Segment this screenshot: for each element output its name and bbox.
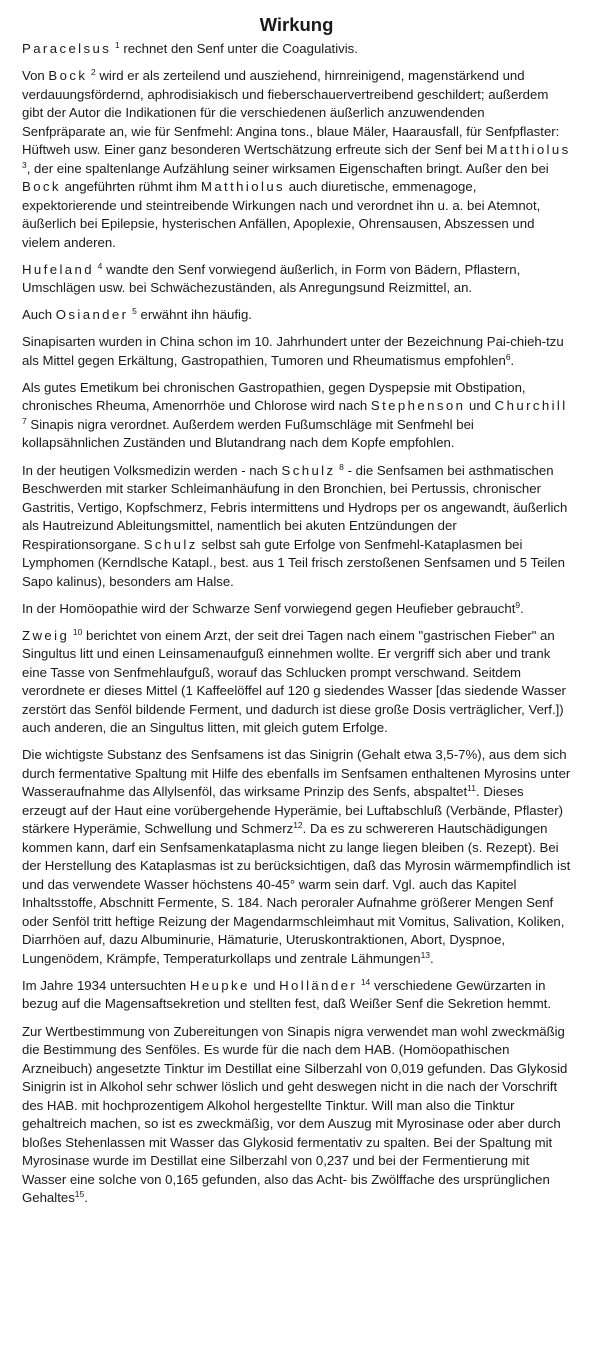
text-run: . Dieses erzeugt auf der Haut eine vorübergehende Hyperämie, bei Luftabschluß (Verbände, Pflaster) stärkere Hyperämie, Schwellung und Schmerz	[22, 784, 564, 837]
author-name: Bock	[22, 179, 61, 195]
paragraph	[22, 333, 571, 370]
footnote-ref: 9	[515, 599, 521, 610]
text-run: und	[465, 398, 495, 414]
footnote-ref: 3	[22, 159, 27, 170]
author-name: Matthiolus	[200, 179, 286, 195]
footnote-ref: 5	[132, 306, 137, 317]
footnote-ref: 1	[114, 40, 120, 50]
paragraph	[22, 1023, 571, 1208]
text-run: .	[430, 950, 434, 966]
author-name: Zweig	[22, 627, 70, 643]
paragraph	[22, 67, 571, 252]
author-name: Heupke	[189, 977, 250, 993]
author-name: Hufeland	[22, 261, 94, 277]
footnote-ref: 7	[22, 415, 27, 426]
text-run: erwähnt ihn häufig.	[136, 307, 252, 323]
text-run: und	[249, 977, 280, 993]
paragraph	[22, 977, 571, 1014]
author-name: Holländer	[279, 977, 358, 993]
paragraph	[22, 379, 571, 453]
text-run: berichtet von einem Arzt, der seit drei Tagen nach einem "gastrischen Fieber" an Singultus litt und einen Leinsamenaufguß einnehmen wollte. Er vergriff sich aber und trank eine Tasse von Senfmehlaufguß, worauf das Schlucken prompt verschwand. Seitdem verordnete er dieses Mittel (1 Kaffeelöffel auf 120 g siedendes Wasser [das siedende Wasser zerstört das Senföl bildende Ferment, und dadurch ist diese große Dosis verträglicher, Verf.]) auch anderen, die an Singultus litten, mit gleich gutem Erfolge.	[22, 627, 566, 736]
text-run: angeführten rühmt ihm	[60, 179, 201, 195]
author-name: Schulz	[281, 462, 336, 478]
text-run: .	[520, 600, 524, 616]
text-run: Im Jahre 1934 untersuchten	[22, 977, 190, 993]
text-run: .	[510, 352, 515, 368]
body-text	[22, 40, 571, 1208]
footnote-ref: 12	[293, 820, 303, 831]
footnote-ref: 10	[72, 626, 83, 637]
footnote-ref: 2	[91, 67, 96, 78]
footnote-ref: 6	[505, 351, 511, 362]
footnote-ref: 15	[74, 1189, 85, 1200]
text-run: . Da es zu schwereren Hautschädigungen kommen kann, darf ein Senfsamenkataplasma nicht zu lange liegen bleiben (s. Rezept). Bei der Herstellung des Kataplasmas ist zu berücksichtigen, daß das Myrosin wärmempfindlich ist und das verwendete Wasser höchstens 40-45° warm sein darf. Vgl. auch das Kapitel Inhaltsstoffe, Abschnitt Fermente, S. 184. Nach peroraler Aufnahme größerer Mengen Senf oder Senföl tritt heftige Reizung der Magendarmschleimhaut mit Vomitus, Salivation, Koliken, Diarrhöen auf, dazu Albuminurie, Hämaturie, Uteruskontraktionen, Abort, Dyspnoe, Lungenödem, Krämpfe, Temperaturkollaps und zentrale Lähmungen	[22, 821, 571, 966]
text-run: Sinapisarten wurden in China schon im 10. Jahrhundert unter der Bezeichnung Pai-chieh-tzu als Mittel gegen Erkältung, Gastropathien, Tumoren und Rheumatismus empfohlen	[22, 334, 564, 368]
footnote-ref: 4	[97, 260, 103, 271]
text-run: In der Homöopathie wird der Schwarze Senf vorwiegend gegen Heufieber gebraucht	[22, 600, 516, 616]
text-run: Sinapis nigra verordnet. Außerdem werden Fußumschläge mit Senfmehl bei kollapsähnlichen Zuständen und Blutandrang nach dem Kopfe empfohlen.	[22, 416, 474, 451]
author-name: Stephenson	[370, 398, 466, 414]
text-run: wandte den Senf vorwiegend äußerlich, in Form von Bädern, Pflastern, Umschlägen usw. bei Schwächezuständen, als Anregungsund Reizmittel, an.	[22, 261, 521, 296]
paragraph	[22, 462, 571, 592]
text-run: rechnet den Senf unter die Coagulativis.	[119, 41, 358, 56]
author-name: Osiander	[55, 307, 129, 323]
section-heading: Wirkung	[259, 14, 334, 35]
paragraph	[22, 746, 571, 968]
paragraph	[22, 600, 571, 619]
text-run: - die Senfsamen bei asthmatischen Beschwerden mit starker Schleimanhäufung in den Bronchien, bei Pertussis, chronischer Gastritis, Vertigo, Kopfschmerz, Febris intermittens und Hydrops per os angewandt, äußerlich als Hautreizund Ableitungsmittel, namentlich bei akuten Entzündungen der Respirationsorgane.	[22, 462, 568, 552]
text-run: Die wichtigste Substanz des Senfsamens ist das Sinigrin (Gehalt etwa 3,5-7%), aus dem sich durch fermentative Spaltung mit Hilfe des ebenfalls im Senfsamen enthaltenen Myrosins unter Wasseraufnahme das Allylsenföl, das wirksame Prinzip des Senfs, abspaltet	[22, 747, 571, 800]
text-run: Auch	[22, 307, 56, 323]
author-name: Schulz	[143, 536, 198, 552]
footnote-ref: 11	[467, 783, 476, 794]
author-name: Bock	[48, 68, 88, 84]
footnote-ref: 13	[420, 949, 431, 960]
text-run: , der eine spaltenlange Aufzählung seiner wirksamen Eigenschaften bringt. Außer den bei	[26, 160, 549, 176]
paragraph	[22, 261, 571, 298]
text-run: In der heutigen Volksmedizin werden - nach	[22, 462, 282, 478]
footnote-ref: 14	[360, 976, 371, 987]
text-run: Als gutes Emetikum bei chronischen Gastropathien, gegen Dyspepsie mit Obstipation, chronisches Rheuma, Amenorrhöe und Chlorose wird nach	[22, 379, 526, 414]
author-name: Churchill	[494, 398, 568, 414]
text-run: auch diuretische, emmenagoge, expektorierende und steintreibende Wirkungen nach und verordnet ihn u. a. bei Atemnot, äußerlich bei Epilepsie, hysterischen Anfällen, Apoplexie, Ohrensausen, Abszessen und vielem anderen.	[22, 179, 541, 250]
text-run: verschiedene Gewürzarten in bezug auf die Magensaftsekretion und stellten fest, daß Weißer Senf die Sekretion hemmt.	[22, 977, 552, 1012]
text-run: .	[84, 1190, 88, 1206]
footnote-ref: 8	[339, 461, 344, 472]
text-run: selbst sah gute Erfolge von Senfmehl-Kataplasmen bei Lymphomen (Kerndlsche Katapl., best. aus 1 Teil frisch zerstoßenen Senfsamen und 5 Teilen Sapo kalinus), besonders am Halse.	[22, 536, 565, 589]
author-name: Matthiolus	[486, 142, 571, 158]
paragraph	[22, 40, 571, 59]
text-run: wird er als zerteilend und ausziehend, hirnreinigend, magenstärkend und verdauungsfördernd, aphrodisiakisch und fieberschauervertreibend geschildert; außerdem gibt der Autor die Indikationen für die verschiedenen äußerlich anzuwendenden Senfpräparate an, wie für Senfmehl: Angina tons., blaue Mäler, Haarausfall, für Senfpflaster: Hüftweh usw. Einer ganz besonderen Wertschätzung erfreute sich der Senf bei	[22, 68, 560, 158]
author-name: Paracelsus	[22, 41, 112, 56]
paragraph	[22, 627, 571, 738]
paragraph	[22, 306, 571, 325]
text-run: Von	[22, 68, 49, 84]
text-run: Zur Wertbestimmung von Zubereitungen von Sinapis nigra verwendet man wohl zweckmäßig die Bestimmung des Senföles. Es wurde für die nach dem HAB. (Homöopathischen Arzneibuch) angesetzte Tinktur im Destillat eine Silberzahl von 0,019 gefunden. Das Glykosid Sinigrin ist in Alkohol sehr schwer löslich und geht deswegen nicht in die nach der Vorschrift des HAB. mit hochprozentigem Alkohol hergestellte Tinktur. Will man also die Tinktur gehaltreich machen, so ist es zweckmäßig, vor dem Auszug mit Myrosinase oder aber durch bloßes Stehenlassen mit Wasser das Glykosid fermentativ zu spalten. Bei der Spaltung mit Myrosinase wurde im Destillat eine Silberzahl von 0,237 und bei der Fermentierung mit Wasser eine solche von 0,165 gefunden, also das Acht- bis Zwölffache des ursprünglichen Gehaltes	[22, 1023, 568, 1206]
